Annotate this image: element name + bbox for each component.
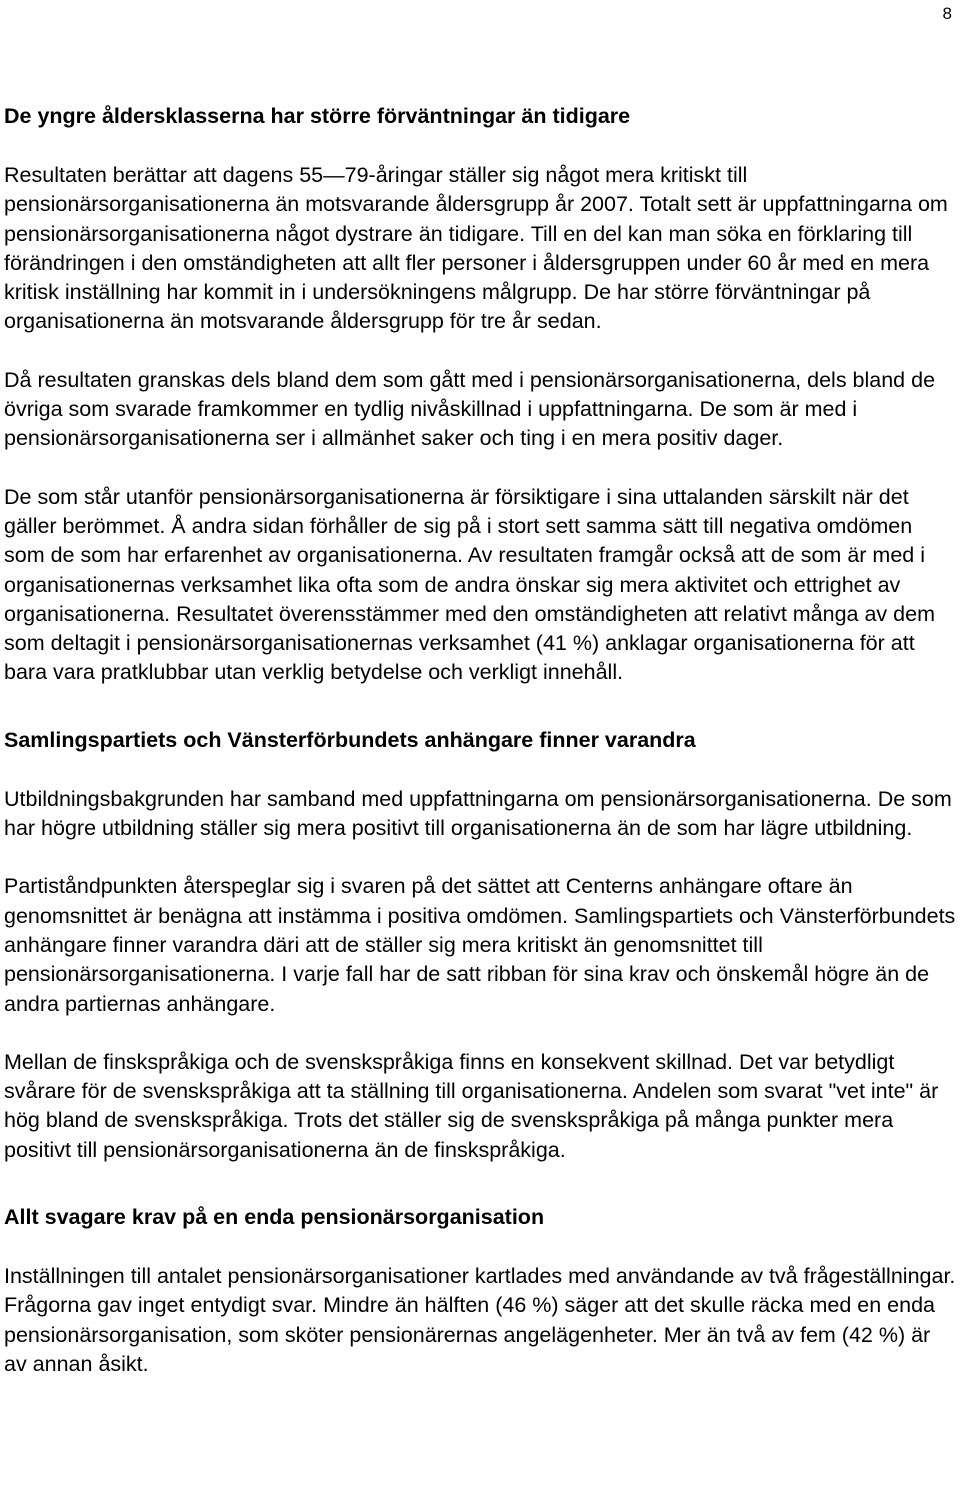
section-heading: De yngre åldersklasserna har större förväntningar än tidigare	[4, 104, 631, 128]
paragraph: De som står utanför pensionärsorganisationerna är försiktigare i sina uttalanden särskilt när det gäller berömmet. Å andra sidan förhåller de sig på i stort sett samma sätt till negativa omdömen som de som har erfarenhet av organisationerna. Av resultaten framgår också att de som är med i organisationernas verksamhet lika ofta som de andra önskar sig mera aktivitet och ettrighet av organisationerna. Resultatet överensstämmer med den omständigheten att relativt många av dem som deltagit i pensionärsorganisationernas verksamhet (41 %) anklagar organisationerna för att bara vara pratklubbar utan verklig betydelse och verkligt innehåll.	[4, 484, 935, 685]
section-heading: Allt svagare krav på en enda pensionärsorganisation	[4, 1205, 545, 1230]
paragraph: Resultaten berättar att dagens 55—79-åringar ställer sig något mera kritiskt till pensionärsorganisationerna än motsvarande åldersgrupp år 2007. Totalt sett är uppfattningarna om pensionärsorganisationerna något dystrare än tidigare. Till en del kan man söka en förklaring till förändringen i den omständigheten att allt fler personer i åldersgruppen under 60 år med en mera kritisk inställning har kommit in i undersökningens målgrupp. De har större förväntningar på organisationerna än motsvarande åldersgrupp för tre år sedan.	[4, 163, 948, 334]
document-body	[4, 102, 956, 1408]
page-number: 8	[942, 4, 952, 23]
section-party-supporters	[4, 726, 956, 1165]
section-younger-age-groups	[4, 102, 956, 688]
section-heading: Samlingspartiets och Vänsterförbundets anhängare finner varandra	[4, 727, 696, 752]
paragraph: Utbildningsbakgrunden har samband med uppfattningarna om pensionärsorganisationerna. De som har högre utbildning ställer sig mera positivt till organisationerna än de som har lägre utbildning.	[4, 786, 952, 841]
paragraph: Partiståndpunkten återspeglar sig i svaren på det sättet att Centerns anhängare oftare än genomsnittet är benägna att instämma i positiva omdömen. Samlingspartiets och Vänsterförbundets anhängare finner varandra däri att de ställer sig mera kritiskt än genomsnittet till pensionärsorganisationerna. I varje fall har de satt ribban för sina krav och önskemål högre än de andra partiernas anhängare.	[4, 874, 956, 1016]
paragraph: Mellan de finskspråkiga och de svenskspråkiga finns en konsekvent skillnad. Det var betydligt svårare för de svenskspråkiga att ta ställning till organisationerna. Andelen som svarat "vet inte" är hög bland de svenskspråkiga. Trots det ställer sig de svenskspråkiga på många punkter mera positivt till pensionärsorganisationerna än de finskspråkiga.	[4, 1049, 939, 1162]
paragraph: Då resultaten granskas dels bland dem som gått med i pensionärsorganisationerna, dels bland de övriga som svarade framkommer en tydlig nivåskillnad i uppfattningarna. De som är med i pensionärsorganisationerna ser i allmänhet saker och ting i en mera positiv dager.	[4, 367, 936, 451]
section-single-organisation	[4, 1203, 956, 1379]
paragraph: Inställningen till antalet pensionärsorganisationer kartlades med användande av två frågeställningar. Frågorna gav inget entydigt svar. Mindre än hälften (46 %) säger att det skulle räcka med en enda pensionärsorganisation, som sköter pensionärernas angelägenheter. Mer än två av fem (42 %) är av annan åsikt.	[4, 1264, 956, 1376]
